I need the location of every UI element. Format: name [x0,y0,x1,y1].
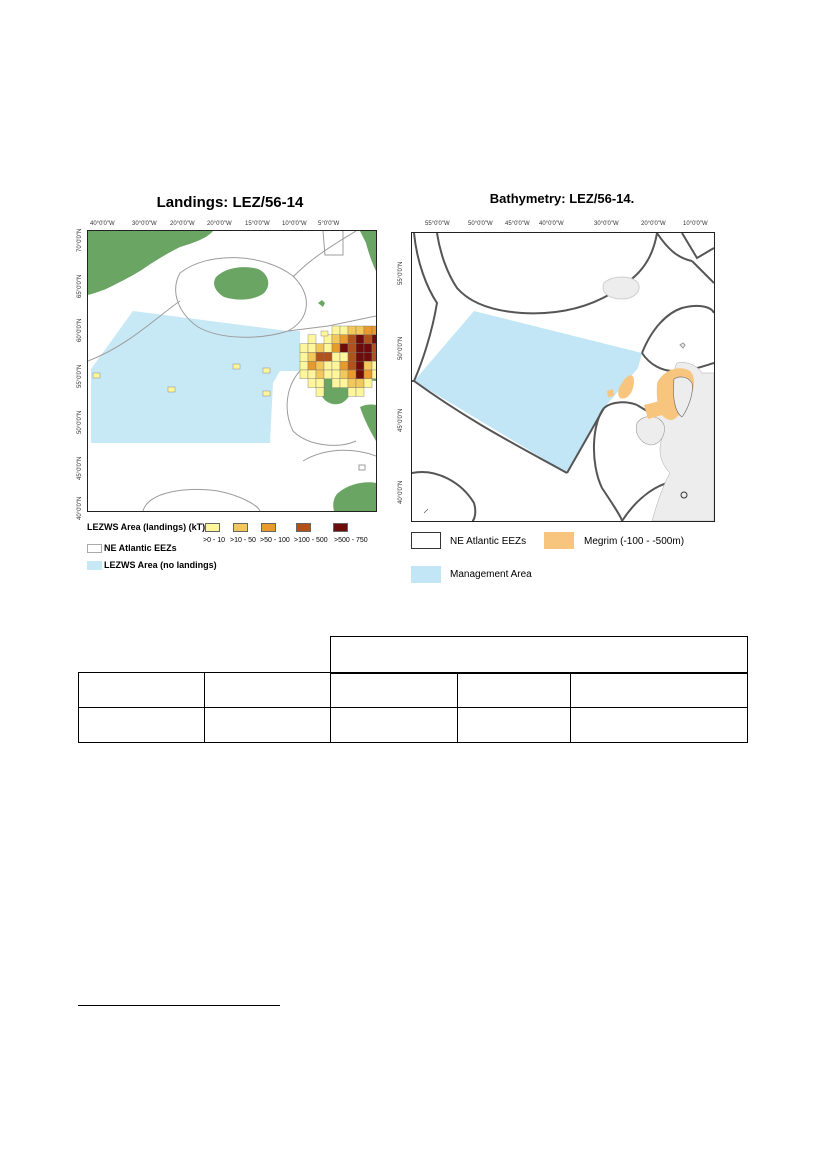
right-map-frame [411,232,715,522]
management-area [91,311,300,443]
landing-cell [324,352,332,361]
landing-cell [332,370,340,379]
landing-cell [356,326,364,335]
table-cell [205,673,331,708]
landing-cell [168,387,175,392]
landing-cell [263,391,270,396]
left-map-frame [87,230,377,512]
landing-cell [364,370,372,379]
landing-cell [316,361,324,370]
lat-tick: 55°0'0"N [398,261,404,285]
legend-class-label: >100 - 500 [294,537,328,544]
legend-class-label: >50 - 100 [260,537,290,544]
landing-cell [372,344,376,353]
legend-swatch-eez [87,544,102,553]
landing-cell [356,370,364,379]
landing-cell [364,344,372,353]
data-table [330,636,748,674]
table-row [79,708,748,743]
landing-cell [348,361,356,370]
landing-cell [340,379,348,388]
lon-tick: 30°0'0"W [132,221,157,227]
lat-tick: 60°0'0"N [77,318,83,342]
landing-cell [300,370,308,379]
landing-cell [316,379,324,388]
lon-tick: 20°0'0"W [170,221,195,227]
legend-swatch-eez [411,532,441,549]
landing-cell [372,370,376,379]
lon-tick: 15°0'0"W [245,221,270,227]
landing-cell [340,344,348,353]
landing-cell [340,335,348,344]
landing-cell [348,352,356,361]
landing-cell [356,361,364,370]
landing-cell [348,344,356,353]
landing-cell [372,335,376,344]
landing-cell [364,352,372,361]
legend-class-label: >10 - 50 [230,537,256,544]
legend-swatch-class-3 [261,523,276,532]
table-cell [457,708,570,743]
legend-swatch-area [411,566,441,583]
legend-swatch-megrim [544,532,574,549]
lon-tick: 45°0'0"W [505,221,530,227]
landing-cell [308,361,316,370]
landing-cell [372,352,376,361]
legend-swatch-class-5 [333,523,348,532]
table-cell [79,708,205,743]
landing-cell [364,326,372,335]
lon-tick: 10°0'0"W [282,221,307,227]
landing-cell [233,364,240,369]
landing-cell [300,361,308,370]
landing-cell [332,361,340,370]
landing-cell [348,326,356,335]
landing-cell [308,379,316,388]
legend-megrim-label: Megrim (-100 - -500m) [584,536,685,547]
landing-cell [372,361,376,370]
landing-cell [324,361,332,370]
landing-cell [324,344,332,353]
landing-cell [340,326,348,335]
landing-cell [356,388,364,397]
lon-tick: 20°0'0"W [207,221,232,227]
lon-tick: 50°0'0"W [468,221,493,227]
landing-cell [356,335,364,344]
eez-boundary [143,489,260,511]
landings-legend-heading: LEZWS Area (landings) (kT) [87,522,206,532]
faroe-islands [680,343,685,348]
eez-boundary [323,231,343,255]
landing-cell [348,388,356,397]
left-map-title: Landings: LEZ/56-14 [156,194,304,211]
landing-cell [372,326,376,335]
legend-class-label: >500 - 750 [334,537,368,544]
landing-cell [356,344,364,353]
landing-cell [316,388,324,397]
landing-cell [316,370,324,379]
table-cell [570,673,747,708]
table-cell [205,708,331,743]
legend-swatch-area [87,561,102,570]
lon-tick: 30°0'0"W [594,221,619,227]
bathymetry-map [412,233,714,521]
data-table-body [78,672,748,743]
right-map-title: Bathymetry: LEZ/56-14. [489,191,635,206]
footnote-rule [78,1005,280,1006]
landing-cell [364,335,372,344]
table-cell [457,673,570,708]
lat-tick: 65°0'0"N [77,274,83,298]
landing-cell [364,361,372,370]
lat-tick: 40°0'0"N [77,496,83,520]
legend-area-label: Management Area [450,569,532,580]
landing-cell [332,352,340,361]
lon-tick: 5°0'0"W [318,221,340,227]
landing-cell [308,335,316,344]
eez-boundary [359,465,365,470]
table-cell [570,708,747,743]
table-cell [331,708,457,743]
landing-cell [356,379,364,388]
legend-swatch-class-4 [296,523,311,532]
lon-tick: 20°0'0"W [641,221,666,227]
legend-eez-label: NE Atlantic EEZs [104,543,177,553]
landing-cell [348,379,356,388]
landing-cell [348,370,356,379]
legend-swatch-class-1 [205,523,220,532]
landing-cell [340,361,348,370]
norway [360,231,376,271]
landing-cell [332,379,340,388]
lat-tick: 50°0'0"N [77,410,83,434]
lon-tick: 40°0'0"W [539,221,564,227]
landing-cell [356,352,364,361]
landings-map [88,231,376,511]
lon-tick: 40°0'0"W [90,221,115,227]
legend-class-label: >0 - 10 [203,537,225,544]
landing-cell [316,344,324,353]
landing-cell [300,352,308,361]
ireland [636,416,664,445]
map-feature [424,509,428,513]
landing-cell [332,335,340,344]
iberia [333,482,376,511]
landing-cell [348,335,356,344]
legend-swatch-class-2 [233,523,248,532]
lon-tick: 55°0'0"W [425,221,450,227]
landing-cell [332,344,340,353]
landing-cell [93,373,100,378]
lat-tick: 55°0'0"N [77,364,83,388]
landing-cell [308,344,316,353]
table-header-cell [331,637,748,674]
landing-cell [340,370,348,379]
landing-cell [321,331,328,336]
landing-cell [324,370,332,379]
table-row [79,673,748,708]
landing-cell [364,379,372,388]
landing-cell [300,344,308,353]
table-cell [331,673,457,708]
greenland [88,231,213,295]
lat-tick: 45°0'0"N [398,408,404,432]
landing-cell [340,352,348,361]
landing-cell [332,326,340,335]
table-cell [79,673,205,708]
lat-tick: 45°0'0"N [77,456,83,480]
legend-area-label: LEZWS Area (no landings) [104,560,217,570]
lat-tick: 70°0'0"N [77,228,83,252]
lon-tick: 10°0'0"W [683,221,708,227]
landing-cell [263,368,270,373]
landing-cell [316,352,324,361]
lat-tick: 40°0'0"N [398,480,404,504]
iceland [214,267,268,300]
iceland [603,277,639,299]
legend-eez-label: NE Atlantic EEZs [450,536,527,547]
france-coast [360,405,376,442]
landing-cell [308,370,316,379]
faroe-islands [318,300,325,307]
eez-boundary [303,450,376,461]
landing-cell [308,352,316,361]
lat-tick: 50°0'0"N [398,336,404,360]
